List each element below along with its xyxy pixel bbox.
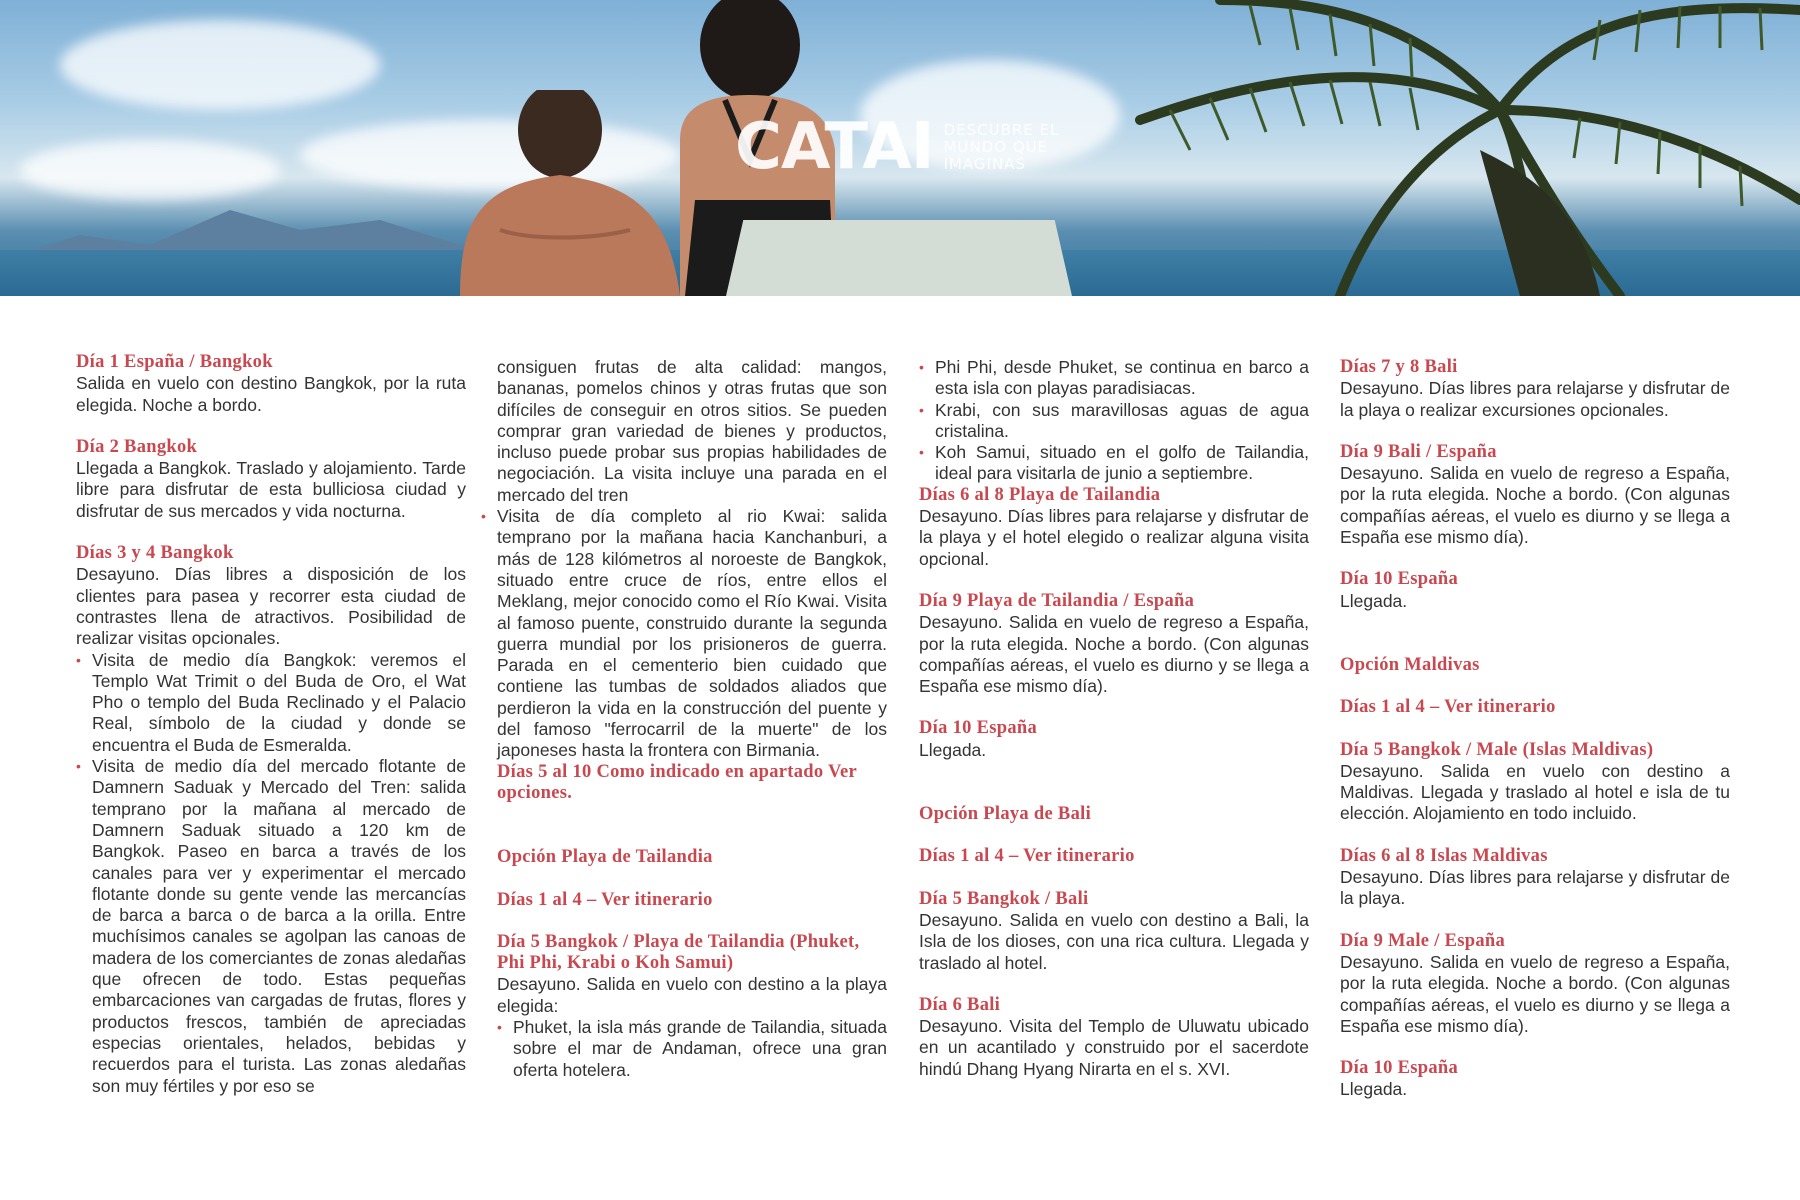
day-heading: Día 5 Bangkok / Playa de Tailandia (Phuket, Phi Phi, Krabi o Koh Samui) <box>497 931 860 974</box>
continued-text: consiguen frutas de alta calidad: mangos, bananas, pomelos chinos y otras frutas que son difíciles de conseguir en otros sitios. Se pueden comprar gran variedad de bienes y productos, incluso puede probar sus propias habilidades de negociación. La visita incluye una parada en el mercado del tren <box>497 357 887 505</box>
day-text: Llegada. <box>1340 1079 1408 1100</box>
day-text: Desayuno. Salida en vuelo de regreso a España, por la ruta elegida. Noche a bordo. (Con algunas compañías aéreas, el vuelo es diurno y se llega a España ese mismo día). <box>1340 463 1730 548</box>
day-text: Llegada. <box>1340 590 1408 611</box>
day-heading: Días 6 al 8 Playa de Tailandia <box>919 484 1161 505</box>
day-heading: Días 6 al 8 Islas Maldivas <box>1340 845 1548 866</box>
hero-photo <box>0 0 1800 296</box>
day-text: Desayuno. Salida en vuelo con destino a Maldivas. Llegada y traslado al hotel e isla de tu elección. Alojamiento en todo incluido. <box>1340 760 1730 824</box>
list-item: • Visita de día completo al rio Kwai: salida temprano por la mañana hacia Kanchanburi, a más de 128 kilómetros al noroeste de Bangkok, situado entre cruce de ríos, entre ellos el Meklang, mejor conocido como el Río Kwai. Visita al famoso puente, construido durante la segunda guerra mundial por los prisioneros de guerra. Parada en el cementerio bien cuidado que contiene las tumbas de soldados aliados que perdieron la vida en la construcción del puente y del famoso "ferrocarril de la muerte" de los japoneses hasta la frontera con Birmania. <box>481 506 887 762</box>
list-item: • Phuket, la isla más grande de Tailandia, situada sobre el mar de Andaman, ofrece una gran oferta hotelera. <box>497 1017 887 1081</box>
column-1 <box>76 352 466 1097</box>
day-text: Desayuno. Visita del Templo de Uluwatu ubicado en un acantilado y construido por el sacerdote hindú Dhang Hyang Nirarta en el s. XVI. <box>919 1016 1309 1079</box>
day-text: Desayuno. Días libres a disposición de los clientes para pasea y recorrer esta ciudad de contrastes llena de atractivos. Posibilidad de realizar visitas opcionales. <box>76 564 466 649</box>
day-heading: Día 6 Bali <box>919 994 1001 1015</box>
day-heading: Día 9 Playa de Tailandia / España <box>919 590 1195 611</box>
day-heading: Días 3 y 4 Bangkok <box>76 543 234 564</box>
day-heading: Día 9 Bali / España <box>1340 441 1497 462</box>
day-heading: Días 1 al 4 – Ver itinerario <box>497 889 713 910</box>
day-heading: Día 10 España <box>919 718 1038 739</box>
column-2 <box>497 357 887 1081</box>
column-3 <box>919 357 1309 1080</box>
day-heading: Día 5 Bangkok / Bali <box>919 888 1089 909</box>
option-heading: Opción Playa de Tailandia <box>497 847 713 868</box>
day-heading: Día 10 España <box>1340 1058 1459 1079</box>
day-text: Salida en vuelo con destino Bangkok, por la ruta elegida. Noche a bordo. <box>76 373 466 415</box>
day-text: Desayuno. Salida en vuelo de regreso a España, por la ruta elegida. Noche a bordo. (Con algunas compañías aéreas, el vuelo es diurno y se llega a España ese mismo día). <box>919 612 1309 697</box>
day-heading: Día 10 España <box>1340 569 1459 590</box>
list-item: • Visita de medio día del mercado flotante de Damnern Saduak y Mercado del Tren: salida temprano por la mañana al mercado de Damnern Saduak situado a 120 km de Bangkok. Paseo en barca a través de los canales para ver y experimentar el mercado flotante donde su gente vende las mercancías de barca a barca o de barca a la orilla. Entre muchísimos canales se agolpan las canoas de madera de los comerciantes de zonas aledañas que ofrecen de todo. Estas pequeñas embarcaciones van cargadas de frutas, flores y productos frescos, también de apreciadas especias orientales, helados, bebidas y recuerdos para el turista. Las zonas aledañas son muy fértiles y por eso se <box>76 756 466 1097</box>
list-item: • Phi Phi, desde Phuket, se continua en barco a esta isla con playas paradisiacas. <box>919 357 1309 400</box>
day-heading: Día 1 España / Bangkok <box>76 352 273 372</box>
day-heading: Día 9 Male / España <box>1340 930 1506 951</box>
day-text: Desayuno. Días libres para relajarse y disfrutar de la playa o realizar excursiones opcionales. <box>1340 378 1730 420</box>
option-heading: Opción Playa de Bali <box>919 804 1092 825</box>
list-item: • Krabi, con sus maravillosas aguas de agua cristalina. <box>919 400 1309 443</box>
logo-wordmark: CATAI <box>735 110 934 184</box>
day-text: Desayuno. Días libres para relajarse y disfrutar de la playa. <box>1340 867 1730 909</box>
catai-logo <box>735 110 1060 184</box>
day-text: Desayuno. Días libres para relajarse y disfrutar de la playa y el hotel elegido o realizar alguna visita opcional. <box>919 506 1309 569</box>
day-text: Llegada. <box>919 739 987 760</box>
day-heading: Días 7 y 8 Bali <box>1340 357 1458 377</box>
day-heading: Día 5 Bangkok / Male (Islas Maldivas) <box>1340 739 1654 760</box>
day-heading: Días 1 al 4 – Ver itinerario <box>919 846 1135 867</box>
photo-tab-shape <box>726 220 1072 296</box>
day-text: Desayuno. Salida en vuelo de regreso a España, por la ruta elegida. Noche a bordo. (Con algunas compañías aéreas, el vuelo es diurno y se llega a España ese mismo día). <box>1340 951 1730 1036</box>
logo-tagline: DESCUBRE EL MUNDO QUE IMAGINAS <box>943 120 1060 173</box>
day-heading: Días 5 al 10 Como indicado en apartado Ver opciones. <box>497 761 857 803</box>
list-item: • Visita de medio día Bangkok: veremos el Templo Wat Trimit o del Buda de Oro, el Wat Pho o templo del Buda Reclinado y el Palacio Real, símbolo de la ciudad y donde se encuentra el Buda de Esmeralda. <box>76 650 466 756</box>
option-heading: Opción Maldivas <box>1340 654 1480 675</box>
list-item: • Koh Samui, situado en el golfo de Tailandia, ideal para visitarla de junio a septiembre. <box>919 442 1309 485</box>
bullet-list <box>481 506 887 762</box>
bullet-list <box>497 1017 887 1081</box>
day-text: Desayuno. Salida en vuelo con destino a Bali, la Isla de los dioses, con una rica cultura. Llegada y traslado al hotel. <box>919 909 1309 973</box>
column-4 <box>1340 357 1730 1101</box>
day-text: Desayuno. Salida en vuelo con destino a la playa elegida: <box>497 974 887 1016</box>
bullet-list <box>919 357 1309 485</box>
day-text: Llegada a Bangkok. Traslado y alojamiento. Tarde libre para disfrutar de esta bulliciosa ciudad y disfrutar de sus mercados y vida nocturna. <box>76 458 466 521</box>
day-heading: Día 2 Bangkok <box>76 436 198 457</box>
day-heading: Días 1 al 4 – Ver itinerario <box>1340 697 1556 718</box>
bullet-list <box>76 650 466 1097</box>
